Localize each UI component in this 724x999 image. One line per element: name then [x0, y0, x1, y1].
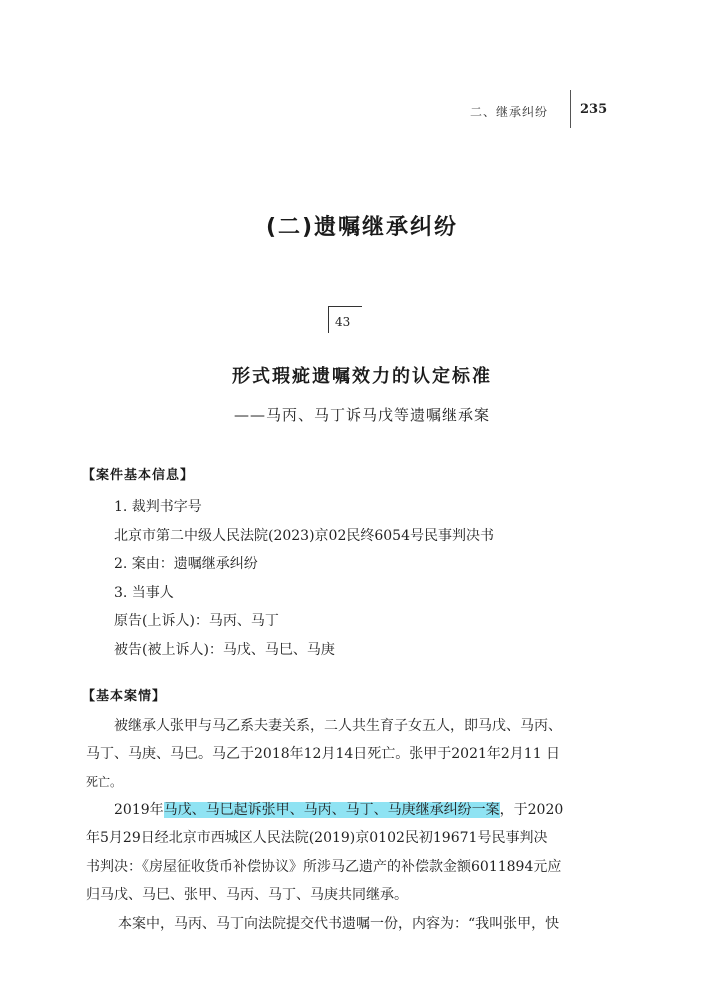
item3-label: 3. 当事人 [114, 585, 174, 601]
facts-p1-line1: 被继承人张甲与马乙系夫妻关系，二人共生育子女五人，即马戊、马丙、 [114, 718, 562, 734]
basic-info-heading: 【案件基本信息】 [82, 468, 195, 483]
case-number: 43 [335, 315, 351, 329]
chapter-title: (二)遗嘱继承纠纷 [265, 215, 459, 240]
plaintiff-line: 原告(上诉人)：马丙、马丁 [114, 613, 279, 629]
header-divider [570, 90, 571, 128]
facts-p2-line2: 年5月29日经北京市西城区人民法院(2019)京0102民初19671号民事判决 [86, 830, 548, 846]
facts-p1-line3: 死亡。 [86, 775, 123, 789]
running-header-section: 二、继承纠纷 [470, 105, 549, 119]
item2-cause: 2. 案由：遗嘱继承纠纷 [114, 556, 258, 572]
facts-p3-line1: 本案中，马丙、马丁向法院提交代书遗嘱一份，内容为：“我叫张甲，快 [118, 916, 560, 932]
case-title: 形式瑕疵遗嘱效力的认定标准 [232, 366, 492, 387]
page-number: 235 [580, 102, 608, 117]
facts-heading: 【基本案情】 [82, 689, 167, 704]
item1-label: 1. 裁判书字号 [114, 499, 202, 515]
facts-p2-line4: 归马戊、马巳、张甲、马丙、马丁、马庚共同继承。 [86, 887, 408, 903]
defendant-line: 被告(被上诉人)：马戊、马巳、马庚 [114, 642, 335, 658]
facts-p2-year: 2019年 [114, 802, 164, 818]
highlighted-text: 马戊、马巳起诉张甲、马丙、马丁、马庚继承纠纷一案 [163, 802, 500, 818]
facts-p2-date-start: ，于2020 [499, 802, 564, 818]
facts-p1-line2: 马丁、马庚、马巳。马乙于2018年12月14日死亡。张甲于2021年2月11 日 [86, 746, 561, 762]
facts-p2-line3: 书判决：《房屋征收货币补偿协议》所涉马乙遗产的补偿款金额6011894元应 [86, 859, 562, 875]
case-subtitle: ——马丙、马丁诉马戊等遗嘱继承案 [233, 406, 490, 424]
facts-p2-line1 [114, 799, 563, 819]
item1-value: 北京市第二中级人民法院(2023)京02民终6054号民事判决书 [114, 528, 494, 544]
